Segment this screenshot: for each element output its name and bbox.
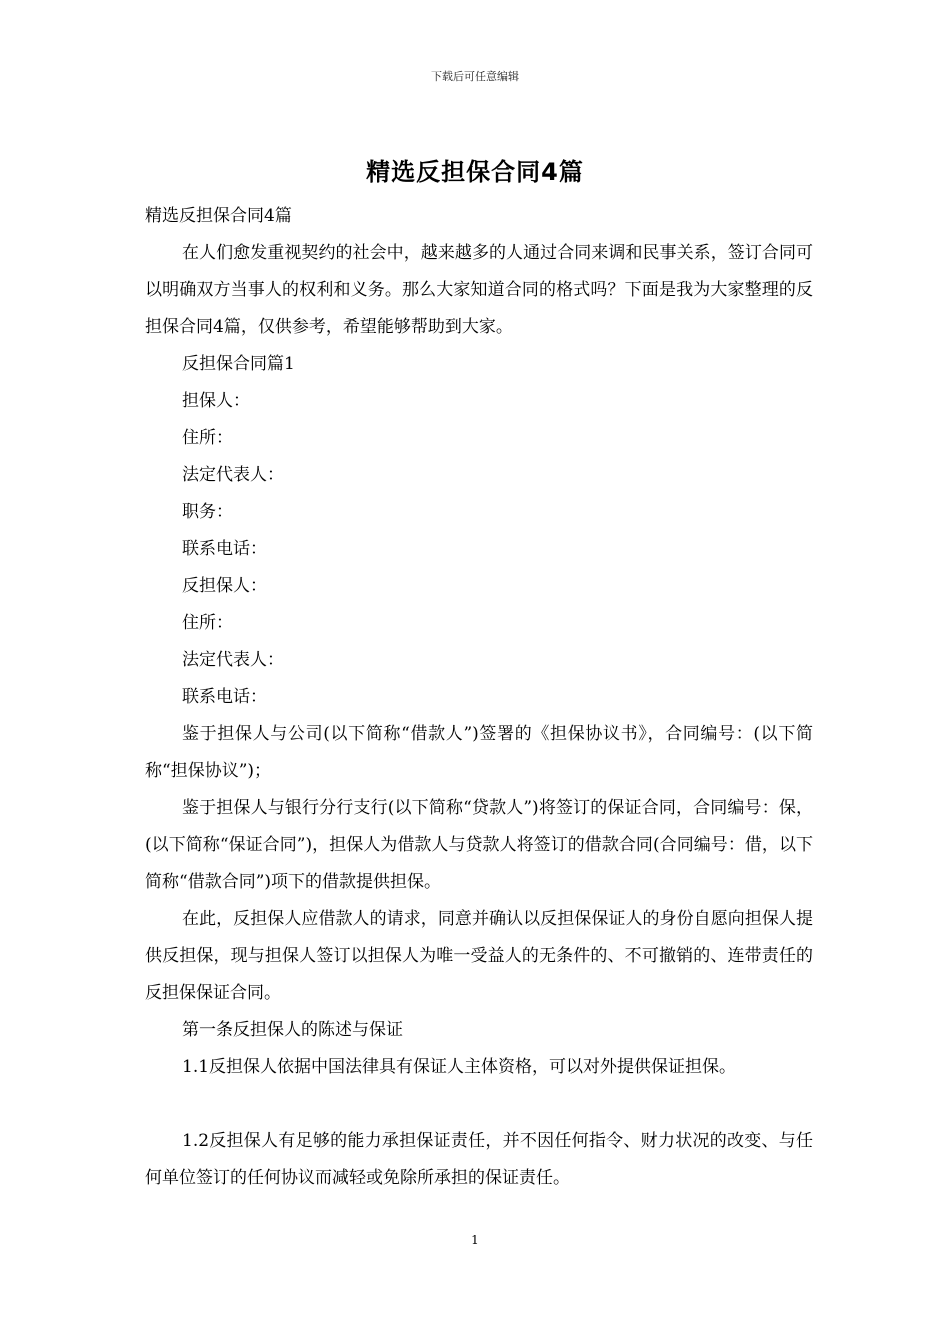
document-body [145, 198, 813, 1197]
intro-paragraph: 在人们愈发重视契约的社会中，越来越多的人通过合同来调和民事关系，签订合同可以明确双方当事人的权利和义务。那么大家知道合同的格式吗？下面是我为大家整理的反担保合同4篇，仅供参考，希望能够帮助到大家。 [145, 243, 813, 337]
paragraph-gap [145, 1086, 813, 1123]
legal-representative-field: 法定代表人： [182, 465, 284, 485]
guarantor-field: 担保人： [182, 391, 250, 411]
herein-paragraph: 在此，反担保人应借款人的请求，同意并确认以反担保保证人的身份自愿向担保人提供反担保，现与担保人签订以担保人为唯一受益人的无条件的、不可撤销的、连带责任的反担保保证合同。 [145, 909, 813, 1003]
document-title: 精选反担保合同4篇 [366, 158, 584, 186]
clause-paragraph: 1.2反担保人有足够的能力承担保证责任，并不因任何指令、财力状况的改变、与任何单位签订的任何协议而减轻或免除所承担的保证责任。 [145, 1131, 813, 1188]
page-number: 1 [471, 1233, 479, 1247]
clause-paragraph: 1.1反担保人依据中国法律具有保证人主体资格，可以对外提供保证担保。 [182, 1057, 737, 1077]
phone-field: 联系电话： [182, 539, 267, 559]
position-field: 职务： [182, 502, 233, 522]
article-heading: 第一条反担保人的陈述与保证 [182, 1020, 403, 1040]
address-field: 住所： [182, 613, 233, 633]
whereas-paragraph: 鉴于担保人与公司(以下简称“借款人”)签署的《担保协议书》，合同编号：(以下简称“担保协议”)； [145, 724, 813, 781]
subtitle-line: 精选反担保合同4篇 [145, 206, 292, 226]
header-note: 下载后可任意编辑 [431, 70, 519, 83]
address-field: 住所： [182, 428, 233, 448]
legal-representative-field: 法定代表人： [182, 650, 284, 670]
counter-guarantor-field: 反担保人： [182, 576, 267, 596]
phone-field: 联系电话： [182, 687, 267, 707]
whereas-paragraph: 鉴于担保人与银行分行支行(以下简称“贷款人”)将签订的保证合同，合同编号：保，(以下简称“保证合同”)，担保人为借款人与贷款人将签订的借款合同(合同编号：借，以下简称“借款合同”)项下的借款提供担保。 [145, 798, 813, 892]
section-heading: 反担保合同篇1 [182, 354, 295, 374]
